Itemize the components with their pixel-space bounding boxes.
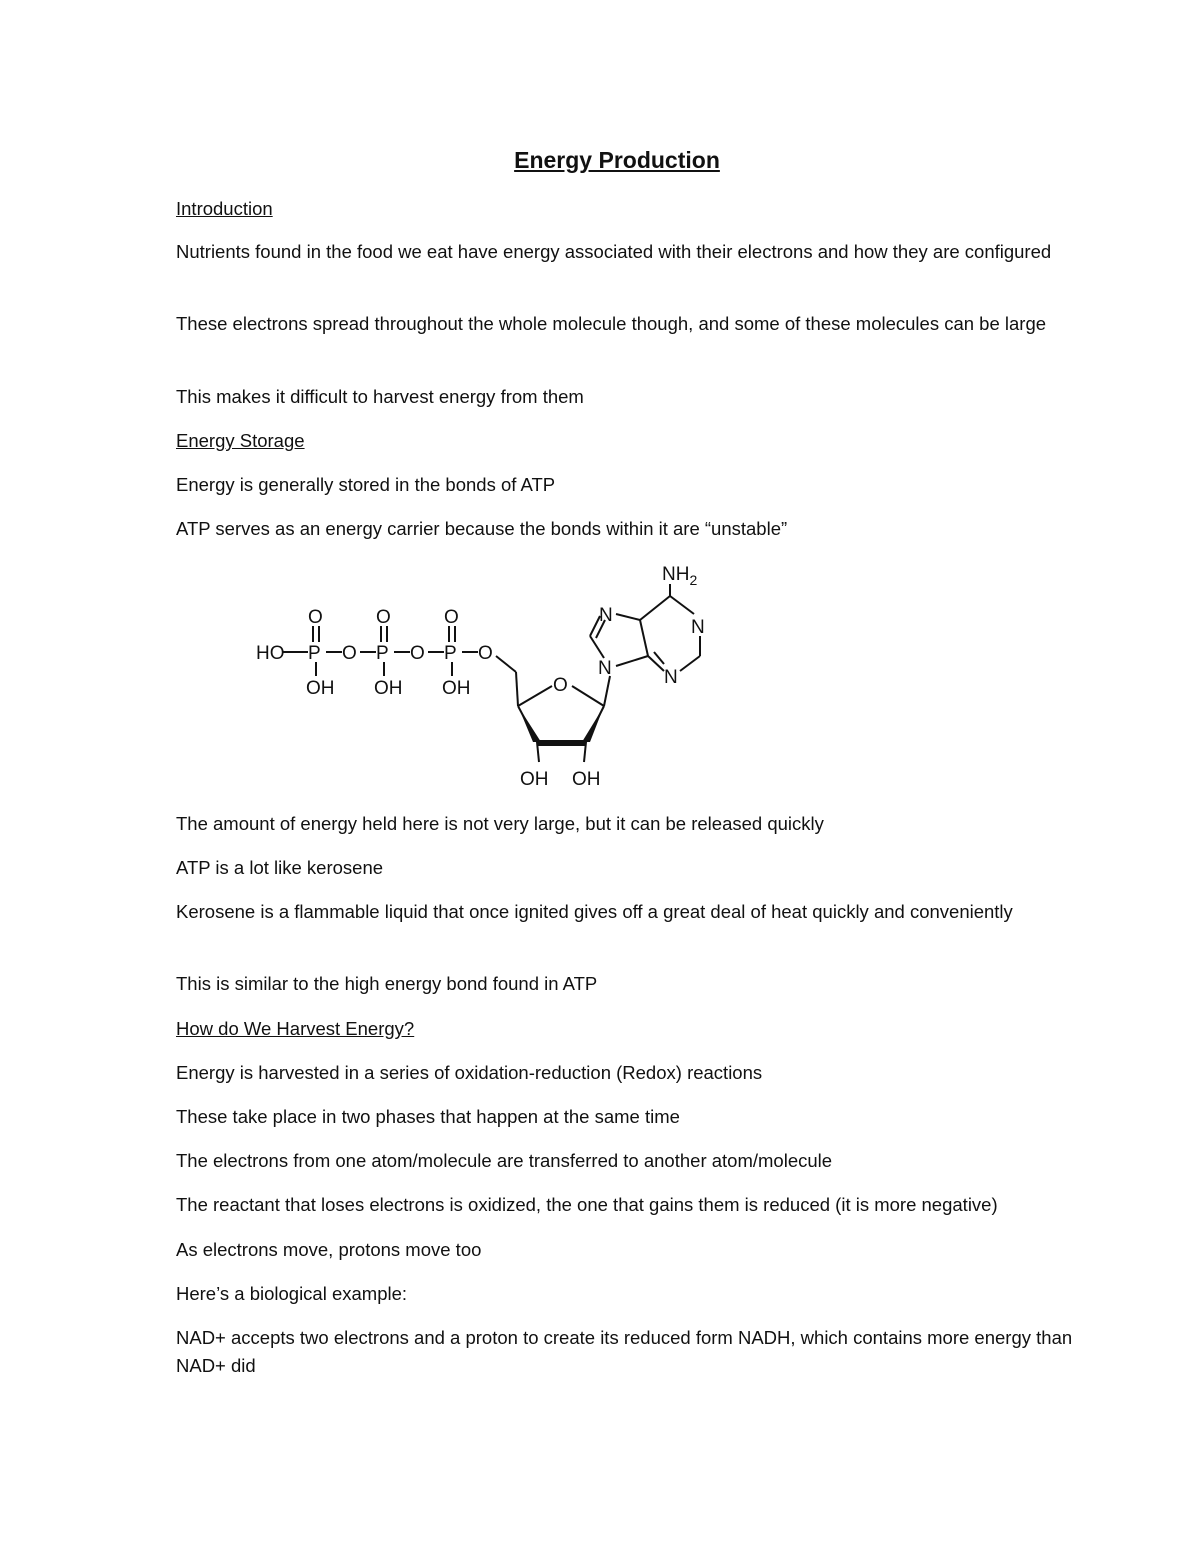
label-oh3: OH <box>442 678 471 699</box>
paragraph: This is similar to the high energy bond found in ATP <box>176 973 598 994</box>
atp-structure-diagram <box>250 556 720 796</box>
label-p3: P <box>444 643 457 664</box>
label-o-bridge3: O <box>478 643 493 664</box>
label-n9: N <box>598 658 612 679</box>
paragraph: ATP serves as an energy carrier because the bonds within it are “unstable” <box>176 518 788 539</box>
paragraph: This makes it difficult to harvest energy from them <box>176 386 584 407</box>
label-p1: P <box>308 643 321 664</box>
label-o-top1: O <box>308 607 323 628</box>
label-ho: HO <box>256 643 285 664</box>
label-n1: N <box>691 617 705 638</box>
paragraph: NAD+ accepts two electrons and a proton to create its reduced form NADH, which contains more energy than NAD+ did <box>176 1327 1073 1376</box>
paragraph: Kerosene is a flammable liquid that once ignited gives off a great deal of heat quickly and conveniently <box>176 901 1013 922</box>
paragraph: Energy is generally stored in the bonds of ATP <box>176 474 556 495</box>
label-oh-3prime: OH <box>572 769 601 790</box>
paragraph: The electrons from one atom/molecule are transferred to another atom/molecule <box>176 1150 833 1171</box>
section-heading-harvest-energy: How do We Harvest Energy? <box>176 1018 415 1039</box>
section-heading-introduction: Introduction <box>176 198 273 219</box>
label-ring-o: O <box>553 675 568 696</box>
label-oh2: OH <box>374 678 403 699</box>
label-o-top3: O <box>444 607 459 628</box>
page-title: Energy Production <box>514 147 720 173</box>
paragraph: These take place in two phases that happen at the same time <box>176 1106 680 1127</box>
label-nh2-sub: 2 <box>689 572 698 588</box>
paragraph: Energy is harvested in a series of oxidation-reduction (Redox) reactions <box>176 1062 763 1083</box>
label-nh2 <box>662 564 697 588</box>
section-heading-energy-storage: Energy Storage <box>176 430 305 451</box>
label-o-top2: O <box>376 607 391 628</box>
paragraph: These electrons spread throughout the whole molecule though, and some of these molecules can be large <box>176 313 1047 334</box>
paragraph: ATP is a lot like kerosene <box>176 857 384 878</box>
paragraph: Nutrients found in the food we eat have energy associated with their electrons and how they are configured <box>176 241 1052 262</box>
paragraph: The reactant that loses electrons is oxidized, the one that gains them is reduced (it is more negative) <box>176 1194 998 1215</box>
label-n3: N <box>664 667 678 688</box>
label-o-bridge2: O <box>410 643 425 664</box>
label-nh2-main: NH <box>662 564 690 585</box>
paragraph: Here’s a biological example: <box>176 1283 408 1304</box>
label-oh-2prime: OH <box>520 769 549 790</box>
paragraph: The amount of energy held here is not very large, but it can be released quickly <box>176 813 824 834</box>
label-p2: P <box>376 643 389 664</box>
label-oh1: OH <box>306 678 335 699</box>
label-o-bridge1: O <box>342 643 357 664</box>
paragraph: As electrons move, protons move too <box>176 1239 482 1260</box>
label-n7: N <box>599 605 613 626</box>
